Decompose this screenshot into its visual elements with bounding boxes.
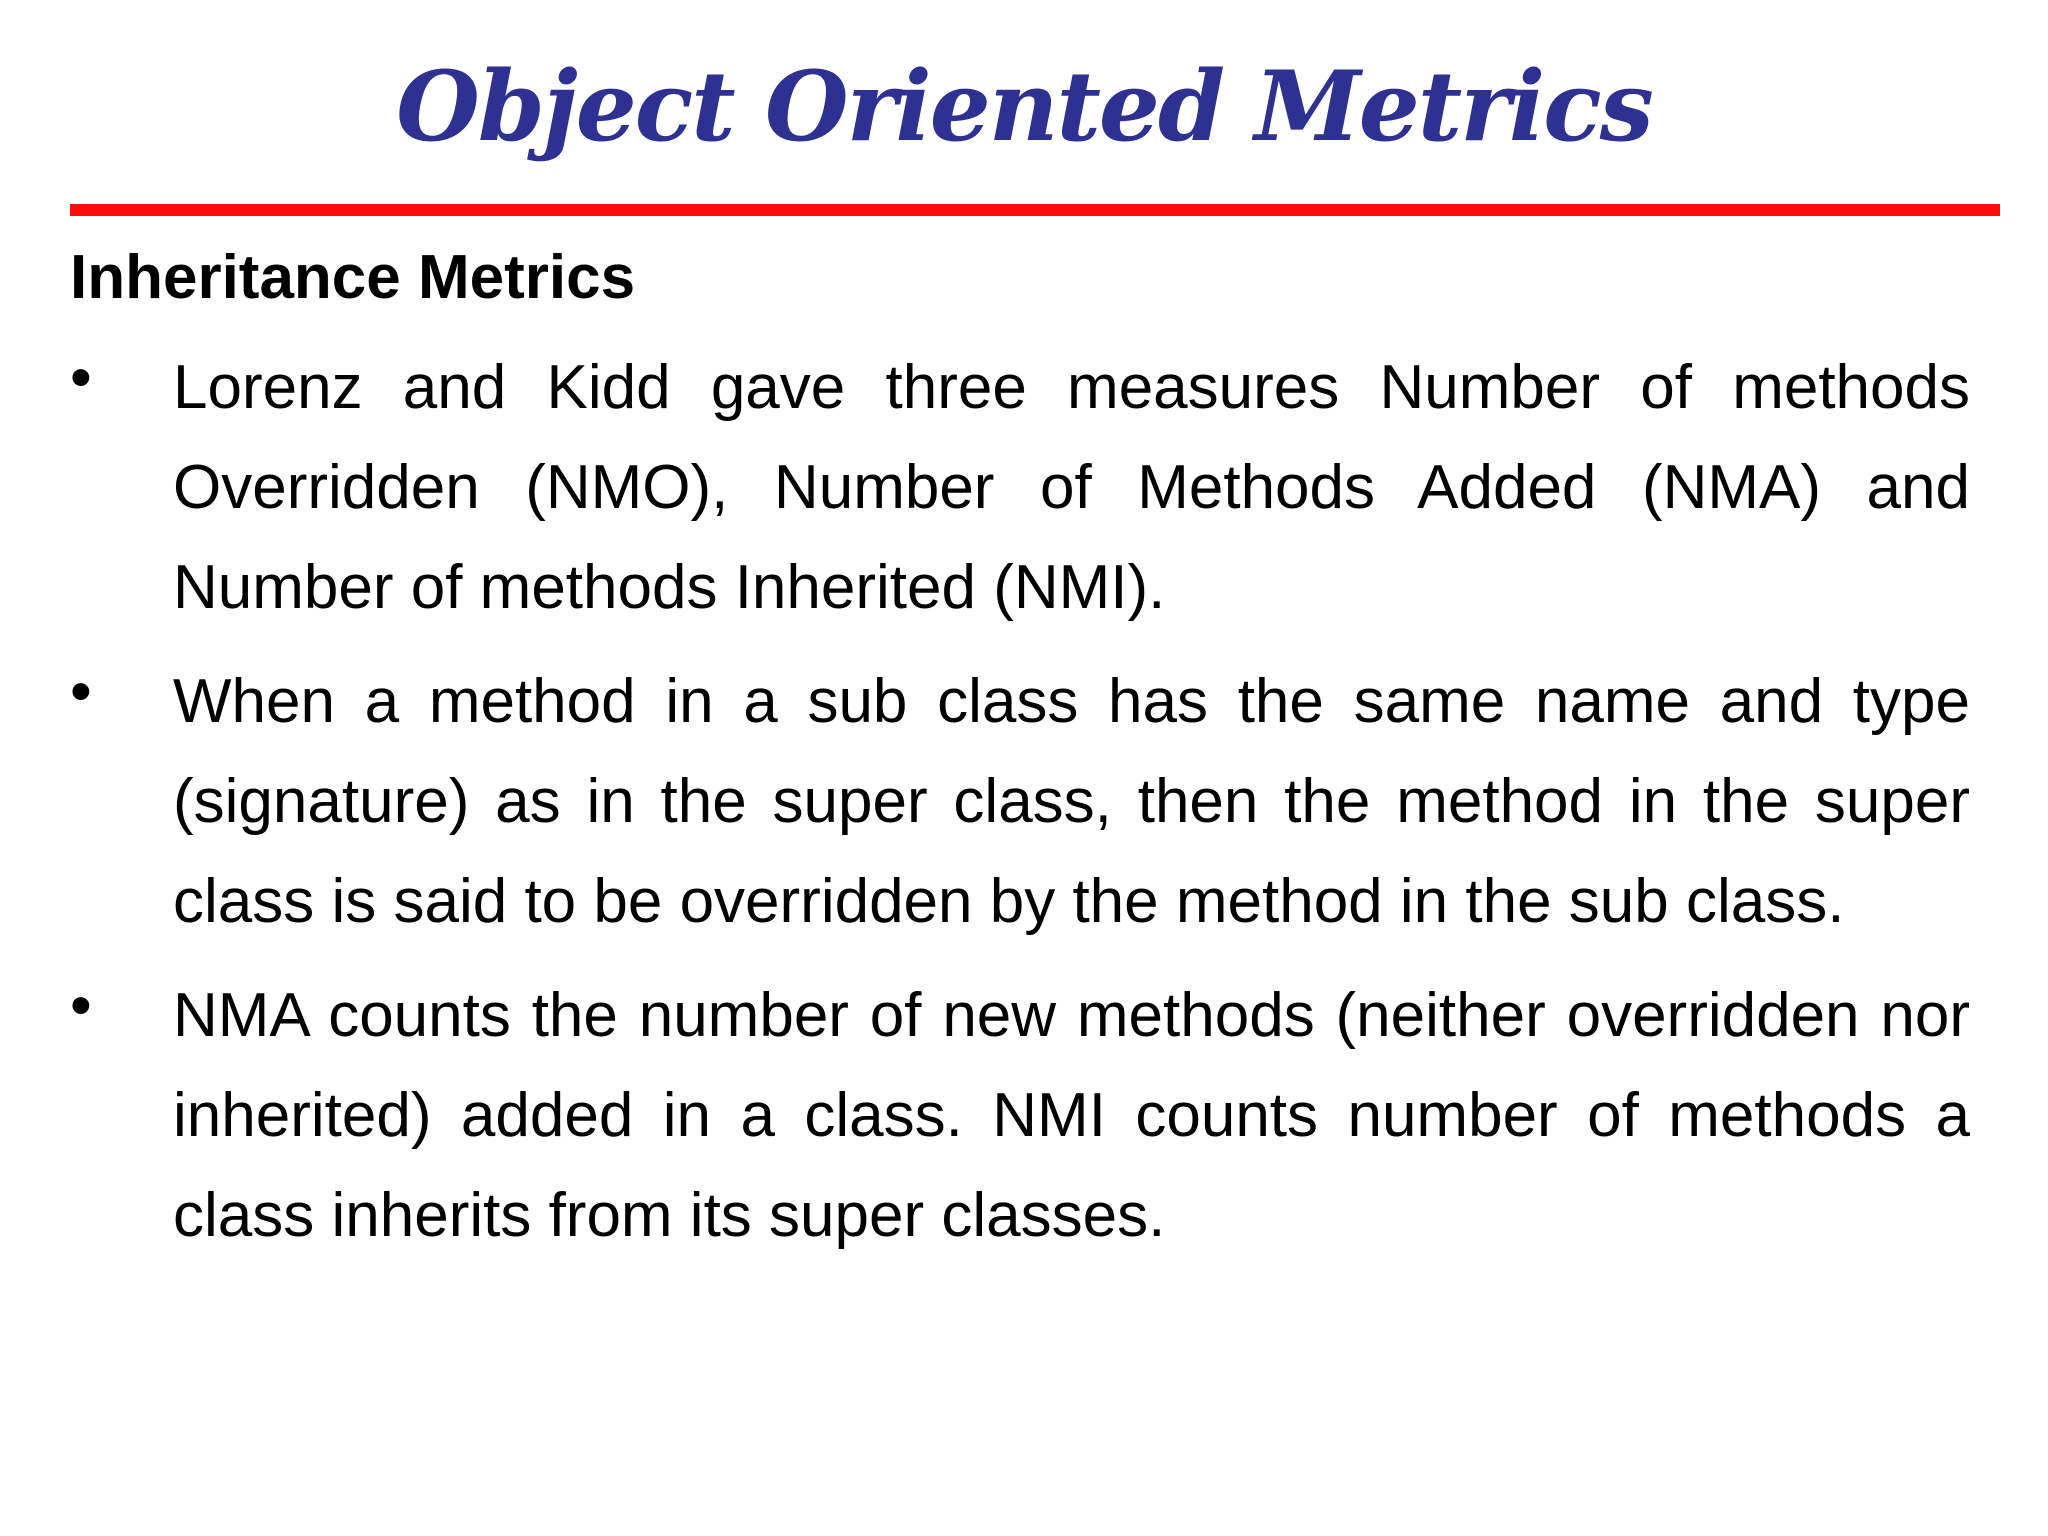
bullet-icon: • bbox=[70, 343, 92, 412]
slide-title: Object Oriented Metrics bbox=[396, 50, 1652, 163]
bullet-text: NMA counts the number of new methods (neither overridden nor inherited) added in a class. NMI counts number of methods a class inherits from its super classes. bbox=[173, 981, 1970, 1250]
bullet-icon: • bbox=[70, 657, 92, 726]
bullet-list bbox=[70, 338, 1970, 1280]
bullet-text: When a method in a sub class has the same name and type (signature) as in the super class, then the method in the super class is said to be overridden by the method in the sub class. bbox=[173, 667, 1970, 936]
bullet-item-nma-nmi bbox=[70, 966, 1970, 1266]
bullet-item-overriding bbox=[70, 652, 1970, 952]
bullet-text: Lorenz and Kidd gave three measures Number of methods Overridden (NMO), Number of Methods Added (NMA) and Number of methods Inherited (NMI). bbox=[173, 353, 1970, 622]
bullet-icon: • bbox=[70, 971, 92, 1040]
section-heading: Inheritance Metrics bbox=[70, 243, 636, 312]
title-divider bbox=[70, 204, 2000, 216]
bullet-item-lorenz-kidd bbox=[70, 338, 1970, 638]
